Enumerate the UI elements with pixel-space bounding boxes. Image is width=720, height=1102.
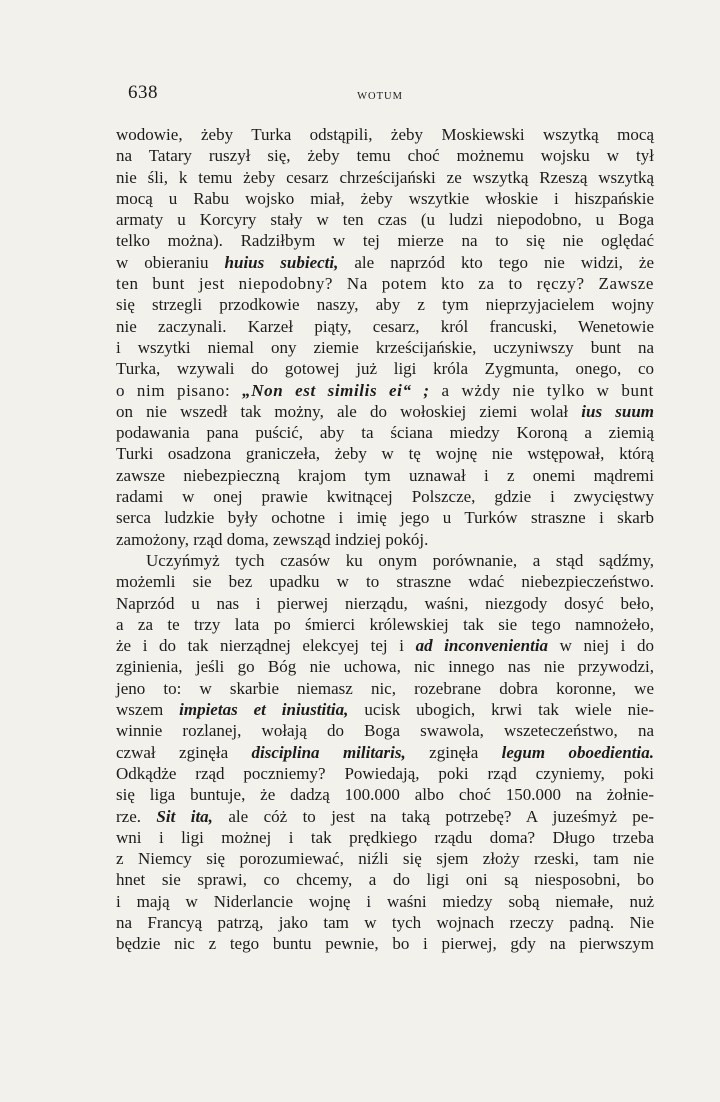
text-line (116, 571, 654, 592)
text-segment: jeno to: w skarbie niemasz nic, rozebrane dobra koronne, we (116, 678, 654, 698)
text-segment: o nim pisano: (116, 380, 243, 400)
body-text (116, 124, 654, 955)
text-segment: radami w onej prawie kwitnącej Polszcze, gdzie i zwycięstwy (116, 487, 654, 507)
text-line (116, 124, 654, 145)
latin-phrase: Sit ita, (156, 806, 213, 826)
text-segment: Naprzód u nas i pierwej nierządu, waśni, niezgody dosyć beło, (116, 593, 654, 613)
text-segment: on nie wszedł tak możny, ale do wołoskiej ziemi wolał (116, 401, 582, 421)
text-segment: na Tatary ruszył się, żeby temu choć możnemu wojsku w tył (116, 146, 654, 166)
text-line (116, 465, 654, 486)
text-segment: zamożony, rząd doma, zewsząd indziej pokój. (116, 529, 429, 549)
text-line (116, 507, 654, 528)
text-segment: winnie rozlanej, wołają do Boga swawola, wszeteczeństwo, na (116, 721, 654, 741)
text-segment: Turka, wzywali do gotowej już ligi króla Zygmunta, onego, co (116, 359, 654, 379)
text-line (116, 422, 654, 443)
text-segment: ten bunt jest niepodobny? Na potem kto za to ręczy? Zawsze (116, 274, 654, 294)
text-segment: zginienia, jeśli go Bóg nie uchowa, nic innego nas nie przywodzi, (116, 657, 654, 677)
text-line (116, 188, 654, 209)
text-segment: nie śli, k temu żeby cesarz chrześcijański ze wszytką Rzeszą wszytką (116, 167, 654, 187)
text-line (116, 550, 654, 571)
text-segment: telko można). Radziłbym w tej mierze na to się nie oględać (116, 231, 654, 251)
text-line (116, 380, 654, 401)
text-segment: podawania pana puścić, aby ta ściana miedzy Koroną a ziemią (116, 423, 654, 443)
text-segment: na Francyą patrzą, jako tam w tych wojnach rzeczy padną. Nie (116, 912, 654, 932)
text-segment: w obieraniu (116, 252, 225, 272)
latin-phrase: disciplina militaris, (251, 742, 406, 762)
text-segment: możemli sie bez upadku w to straszne wdać niebezpieczeństwo. (116, 572, 654, 592)
latin-phrase: ius suum (581, 401, 655, 421)
text-segment: wni i ligi możnej i tak prędkiego rządu doma? Długo trzeba (116, 827, 654, 847)
latin-phrase: legum oboedientia. (501, 742, 654, 762)
text-segment: serca ludzkie były ochotne i imię jego u Turków straszne i skarb (116, 508, 654, 528)
text-segment: się strzegli przodkowie naszy, aby z tym nieprzyjacielem wojny (116, 295, 654, 315)
text-line (116, 337, 654, 358)
text-segment: Odkądże rząd poczniemy? Powiedają, poki rząd czyniemy, poki (116, 763, 654, 783)
text-line (116, 933, 654, 954)
text-line (116, 891, 654, 912)
text-line (116, 358, 654, 379)
text-line (116, 401, 654, 422)
text-line (116, 486, 654, 507)
latin-phrase: impietas et iniustitia, (179, 700, 349, 720)
text-line (116, 912, 654, 933)
text-line (116, 209, 654, 230)
text-segment: ale cóż to jest na taką potrzebę? A juześmyż pe- (212, 806, 654, 826)
text-segment: Uczyńmyż tych czasów ku onym porównanie, a stąd sądźmy, (146, 550, 654, 570)
text-line (116, 443, 654, 464)
text-segment: a wżdy nie tylko w bunt (429, 380, 655, 400)
text-line (116, 635, 654, 656)
text-line (116, 273, 654, 294)
text-line (116, 763, 654, 784)
running-head: WOTUM (357, 91, 403, 102)
text-line (116, 784, 654, 805)
text-line (116, 252, 654, 273)
text-segment: z Niemcy się porozumiewać, niźli się sjem złoży rzeski, tam nie (116, 849, 654, 869)
text-segment: czwał zginęła (116, 742, 252, 762)
text-segment: mocą u Rabu wojsko miał, żeby wszytkie włoskie i hiszpańskie (116, 188, 654, 208)
text-segment: rze. (116, 806, 157, 826)
text-line (116, 529, 654, 550)
latin-phrase: „Non est similis ei“ ; (242, 380, 430, 400)
text-segment: i mają w Niderlancie wojnę i waśni miedzy sobą niemałe, nuż (116, 891, 654, 911)
text-segment: i wszytki niemal ony ziemie krześcijańskie, uczyniwszy bunt na (116, 337, 654, 357)
text-line (116, 720, 654, 741)
text-line (116, 167, 654, 188)
text-segment: wszem (116, 700, 180, 720)
text-segment: ucisk ubogich, krwi tak wiele nie- (348, 700, 654, 720)
text-segment: nie zaczynali. Karzeł piąty, cesarz, król francuski, Wenetowie (116, 316, 654, 336)
text-segment: w niej i do (548, 636, 654, 656)
text-segment: zawsze niebezpieczną krajom tym uznawał i z onemi mądremi (116, 465, 654, 485)
text-segment: się liga buntuje, że dadzą 100.000 albo choć 150.000 na żołnie- (116, 785, 654, 805)
text-line (116, 678, 654, 699)
text-line (116, 593, 654, 614)
text-segment: ale naprzód kto tego nie widzi, że (338, 252, 654, 272)
text-segment: że i do tak nierządnej elekcyej tej i (116, 636, 416, 656)
text-line (116, 316, 654, 337)
text-segment: armaty u Korcyry stały w ten czas (u ludzi niepodobno, u Boga (116, 210, 654, 230)
text-line (116, 294, 654, 315)
text-line (116, 806, 654, 827)
text-line (116, 827, 654, 848)
latin-phrase: ad inconvenientia (415, 636, 549, 656)
latin-phrase: huius subiecti, (224, 252, 339, 272)
text-line (116, 230, 654, 251)
text-segment: Turki osadzona graniczeła, żeby w tę wojnę nie wstępował, którą (116, 444, 654, 464)
text-line (116, 699, 654, 720)
text-line (116, 869, 654, 890)
text-line (116, 145, 654, 166)
page-number: 638 (128, 82, 158, 103)
text-segment: wodowie, żeby Turka odstąpili, żeby Moskiewski wszytką mocą (116, 125, 654, 144)
text-segment: a za te trzy lata po śmierci królewskiej tak sie tego namnożeło, (116, 614, 654, 634)
text-line (116, 614, 654, 635)
text-segment: zginęła (405, 742, 502, 762)
text-segment: hnet sie sprawi, co chcemy, a do ligi oni są niesposobni, bo (116, 870, 654, 890)
text-line (116, 848, 654, 869)
text-segment: będzie nic z tego buntu pewnie, bo i pierwej, gdy na pierwszym (116, 934, 654, 954)
text-line (116, 742, 654, 763)
text-line (116, 656, 654, 677)
